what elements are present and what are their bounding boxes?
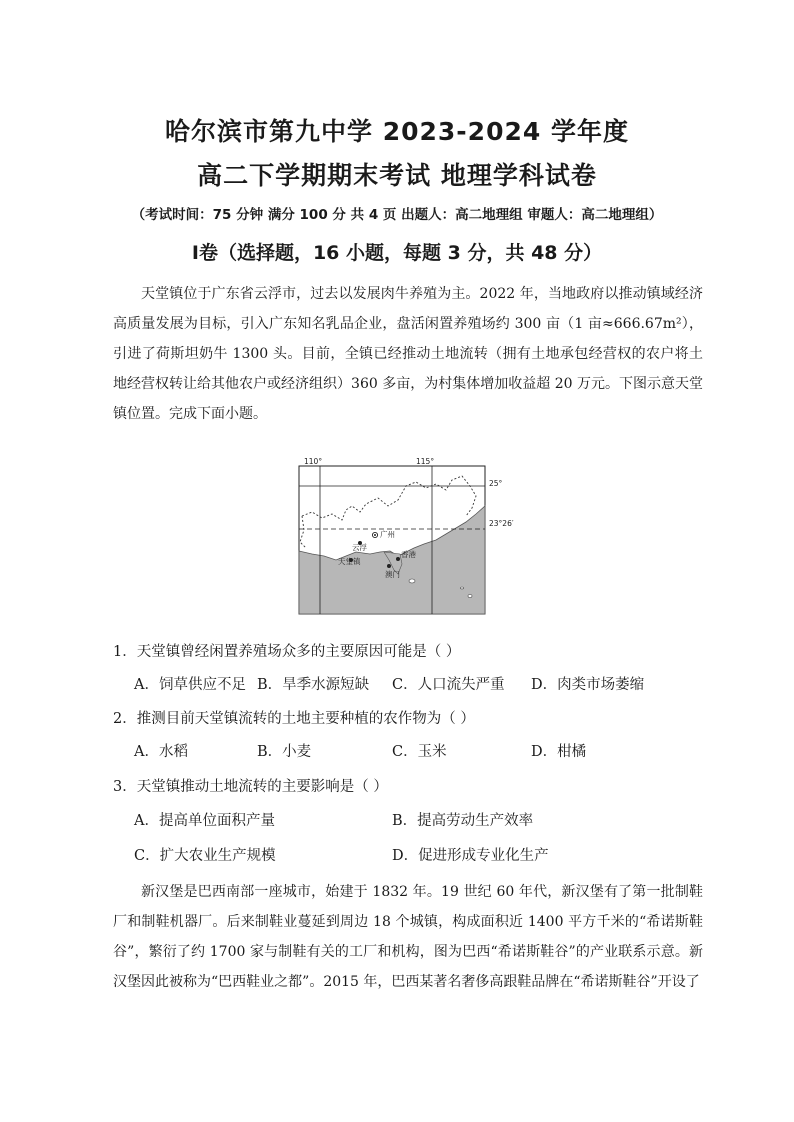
q3-option-a: A．提高单位面积产量: [134, 813, 275, 829]
lat-25-label: 25°: [489, 479, 503, 488]
lat-2326-label: 23°26′: [489, 519, 514, 528]
guangzhou-label: 广州: [380, 530, 395, 539]
q1-option-d: D．肉类市场萎缩: [531, 677, 645, 693]
q3-option-d: D．促进形成专业化生产: [392, 848, 549, 864]
lon-110-label: 110°: [304, 457, 323, 466]
lon-115-label: 115°: [416, 457, 435, 466]
hongkong-label: 香港: [401, 550, 416, 559]
q2-option-c: C．玉米: [392, 744, 447, 760]
tiantang-location-map: [294, 456, 526, 616]
yunfu-label: 云浮: [352, 543, 367, 552]
question-3: 3．天堂镇推动土地流转的主要影响是（ ）: [113, 779, 388, 795]
q2-option-a: A．水稻: [134, 744, 188, 760]
passage-tiantang: 天堂镇位于广东省云浮市，过去以发展肉牛养殖为主。2022 年，当地政府以推动镇域经济高质量发展为目标，引入广东知名乳品企业，盘活闲置养殖场约 300 亩（1 亩≈666.67m²），引进了荷斯坦奶牛 1300 头。目前，全镇已经推动土地流转（拥有土地承包经营权的农户将土地经营权转让给其他农户或经济组织）360 多亩，为村集体增加收益超 20 万元。下图示意天堂镇位置。完成下面小题。: [113, 286, 703, 422]
exam-title: 哈尔滨市第九中学 2023-2024 学年度: [165, 117, 629, 146]
question-2: 2．推测目前天堂镇流转的土地主要种植的农作物为（ ）: [113, 711, 475, 727]
section-title: Ⅰ卷（选择题，16 小题，每题 3 分，共 48 分）: [191, 242, 603, 264]
q1-option-c: C．人口流失严重: [392, 677, 505, 693]
q3-option-b: B．提高劳动生产效率: [392, 813, 534, 829]
hongkong-marker: [396, 557, 400, 561]
passage-novo-hamburgo: 新汉堡是巴西南部一座城市，始建于 1832 年。19 世纪 60 年代，新汉堡有了第一批制鞋厂和制鞋机器厂。后来制鞋业蔓延到周边 18 个城镇，构成面积近 1400 平方千米的“希诺斯鞋谷”，繁衍了约 1700 家与制鞋有关的工厂和机构，图为巴西“希诺斯鞋谷”的产业联系示意。新汉堡因此被称为“巴西鞋业之都”。2015 年，巴西某著名奢侈高跟鞋品牌在“希诺斯鞋谷”开设了: [113, 884, 703, 990]
exam-subtitle: 高二下学期期末考试 地理学科试卷: [197, 161, 597, 190]
q2-option-b: B．小麦: [257, 744, 312, 760]
question-1: 1．天堂镇曾经闲置养殖场众多的主要原因可能是（ ）: [113, 644, 461, 660]
q1-option-b: B．旱季水源短缺: [257, 677, 370, 693]
macau-label: 澳门: [385, 570, 400, 579]
q3-option-c: C．扩大农业生产规模: [134, 848, 276, 864]
macau-marker: [387, 564, 391, 568]
q1-option-a: A．饲草供应不足: [134, 677, 246, 693]
tiantang-label: 天堂镇: [338, 557, 361, 566]
q2-option-d: D．柑橘: [531, 744, 587, 760]
exam-info: （考试时间：75 分钟 满分 100 分 共 4 页 出题人：高二地理组 审题人：高二地理组）: [131, 207, 663, 223]
